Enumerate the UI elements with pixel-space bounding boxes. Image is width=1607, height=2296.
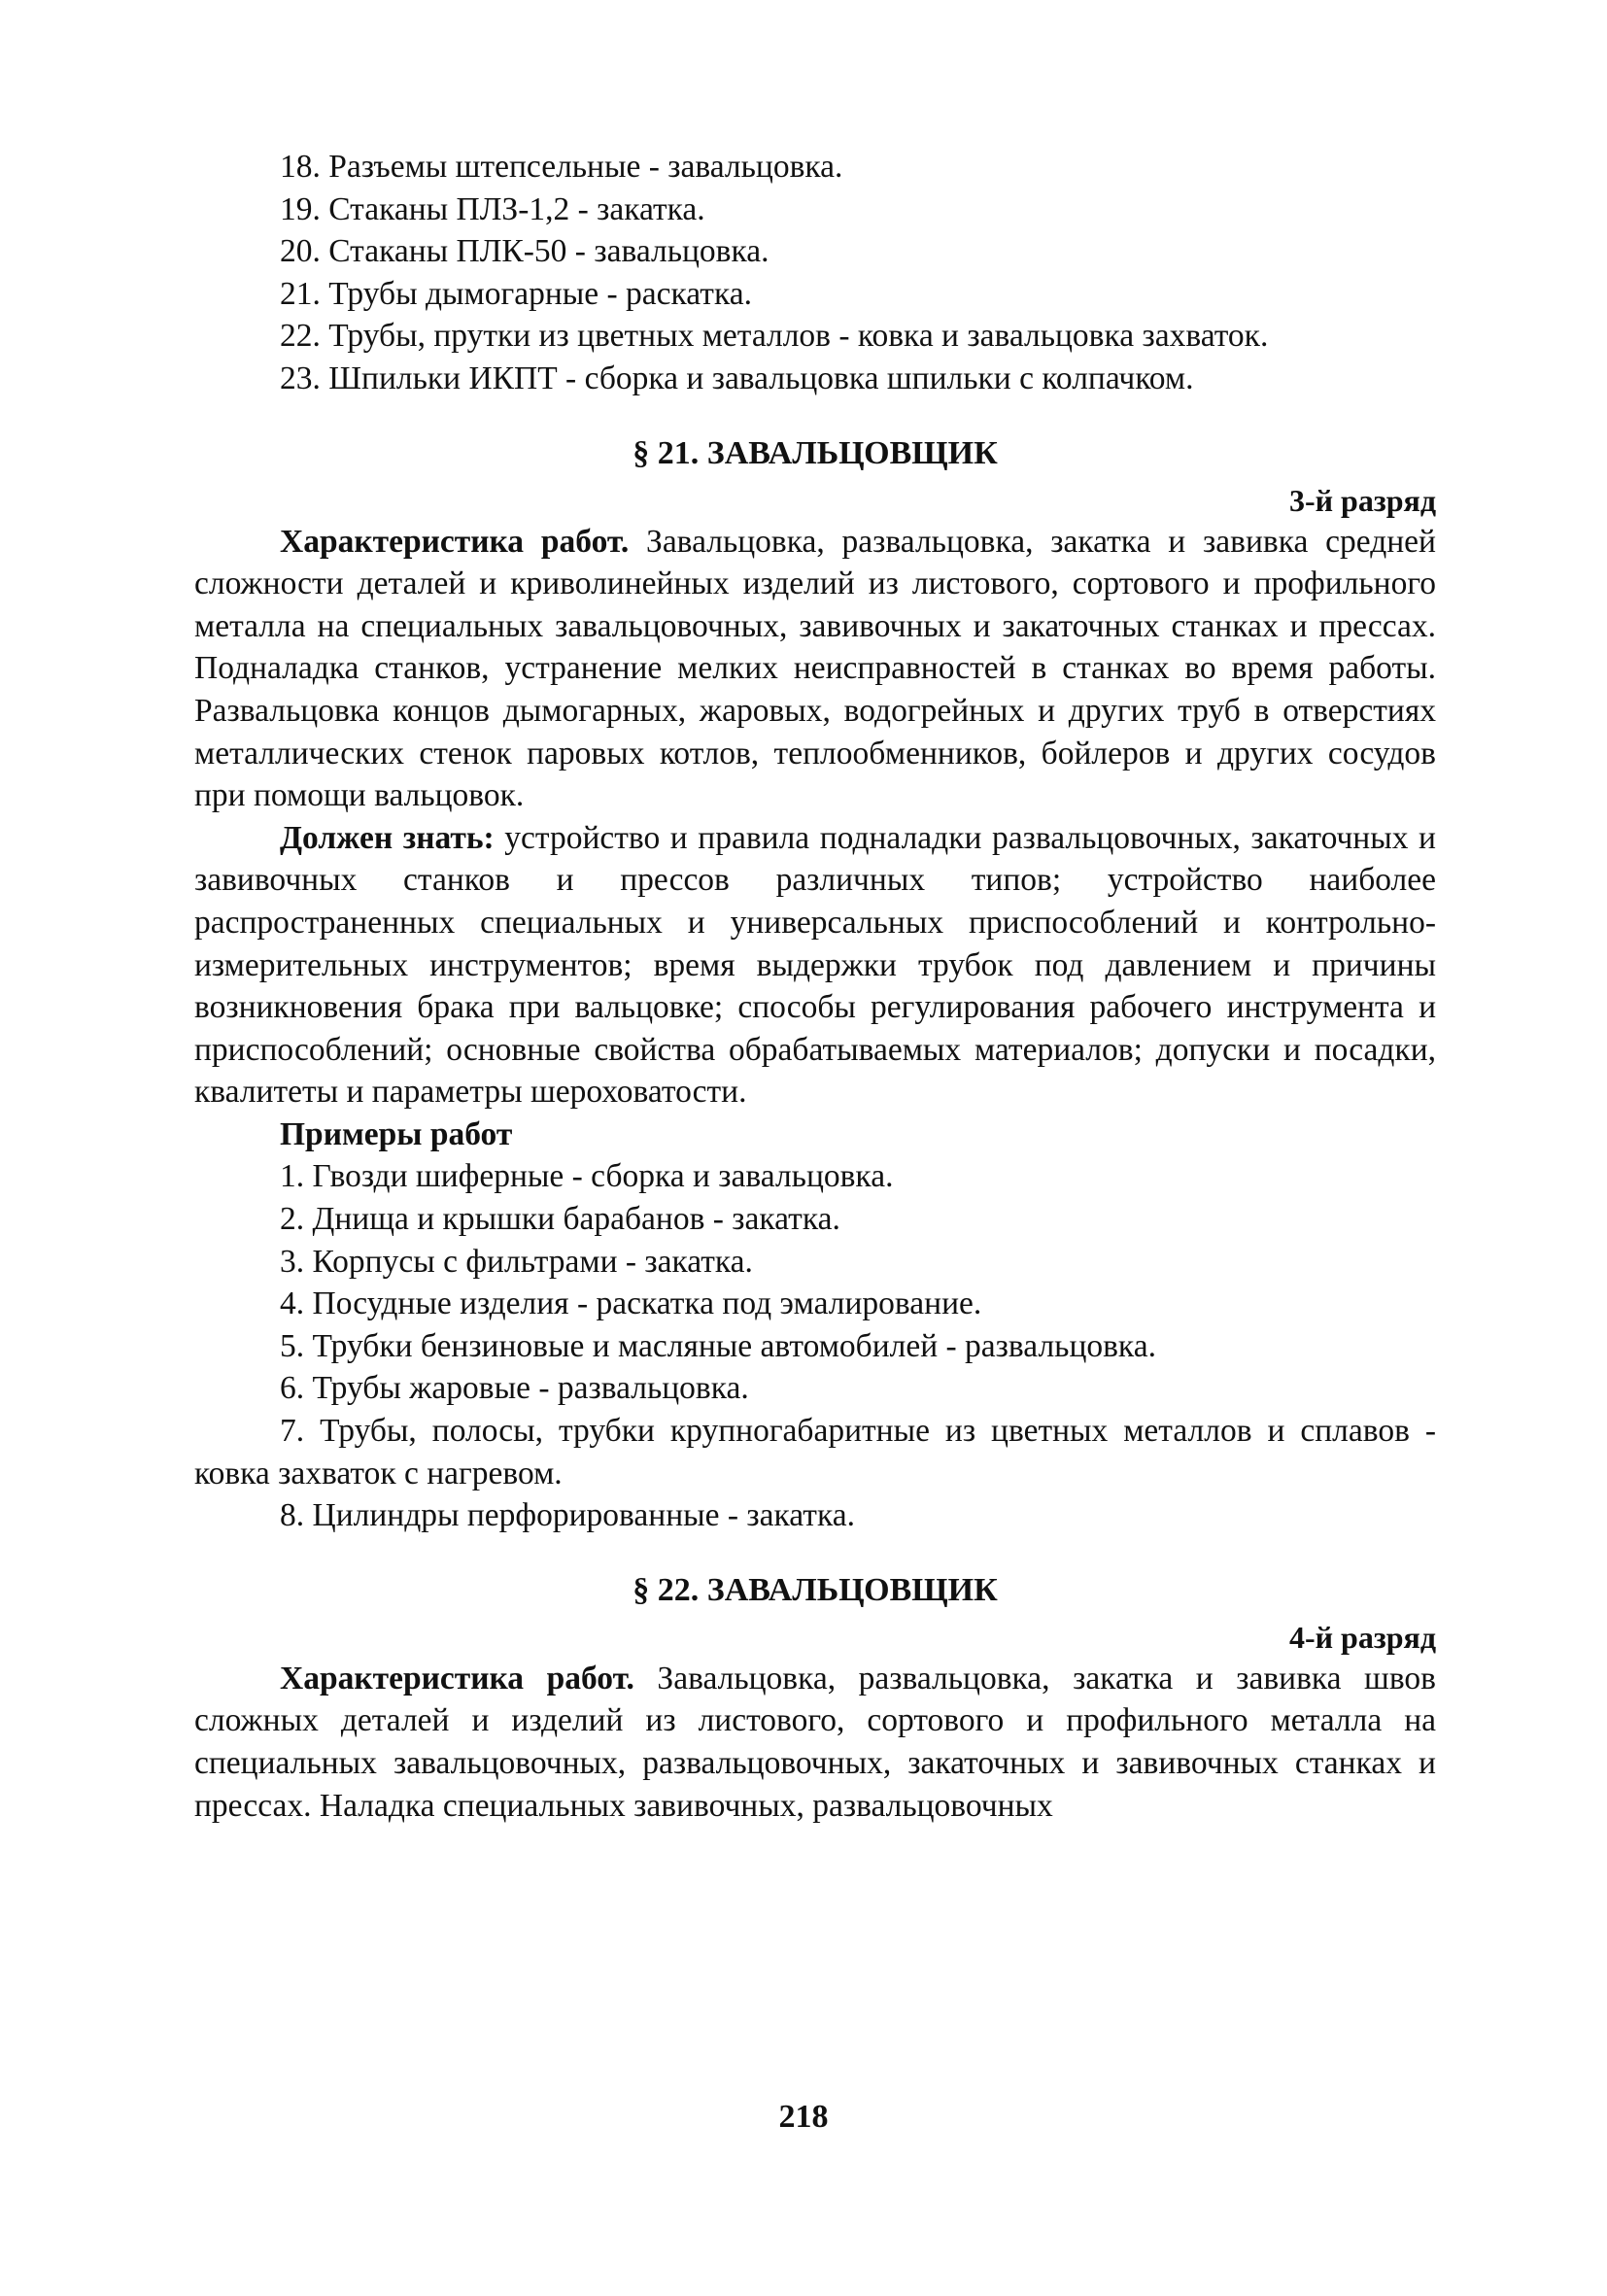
example-item: 1. Гвозди шиферные - сборка и завальцовка. [280, 1158, 894, 1195]
section-21-title: § 21. ЗАВАЛЬЦОВЩИК [633, 434, 998, 471]
example-item: 7. Трубы, полосы, трубки крупногабаритные из цветных металлов и сплавов - ковка захваток с нагревом. [194, 1413, 1436, 1491]
example-item: 3. Корпусы с фильтрами - закатка. [280, 1243, 753, 1280]
example-item: 5. Трубки бензиновые и масляные автомобилей - развальцовка. [280, 1327, 1156, 1364]
characteristics-text: Завальцовка, развальцовка, закатка и завивка средней сложности деталей и криволинейных изделий из листового, сортового и профильного металла на специальных завальцовочных, завивочных и закаточных станках и прессах. Подналадка станков, устранение мелких неисправностей в станках во время работы. Развальцовка концов дымогарных, жаровых, водогрейных и других труб в отверстиях металлических стенок паровых котлов, теплообменников, бойлеров и других сосудов при помощи вальцовок. [194, 523, 1436, 814]
examples-title: Примеры работ [280, 1115, 513, 1152]
section-22-title: § 22. ЗАВАЛЬЦОВЩИК [633, 1571, 998, 1608]
example-item: 8. Цилиндры перфорированные - закатка. [280, 1497, 855, 1534]
list-item: 18. Разъемы штепсельные - завальцовка. [280, 149, 843, 185]
characteristics-text: Завальцовка, развальцовка, закатка и завивка швов сложных деталей и изделий из листового, сортового и профильного металла на специальных завальцовочных, развальцовочных, закаточных и завивочных станках и прессах. Наладка специальных завивочных, развальцовочных [194, 1660, 1437, 1824]
section-21-must-know [194, 817, 1436, 1114]
list-item: 19. Стаканы ПЛЗ-1,2 - закатка. [280, 190, 705, 227]
list-item: 23. Шпильки ИКПТ - сборка и завальцовка шпильки с колпачком. [280, 360, 1194, 396]
page-number: 218 [778, 2099, 829, 2135]
example-item: 4. Посудные изделия - раскатка под эмалирование. [280, 1285, 982, 1322]
text-column [194, 146, 1436, 1827]
section-22-grade: 4-й разряд [1288, 1619, 1436, 1655]
must-know-text: устройство и правила подналадки развальцовочных, закаточных и завивочных станков и прессов различных типов; устройство наиболее распространенных специальных и универсальных приспособлений и контрольно-измерительных инструментов; время выдержки трубок под давлением и причины возникновения брака при вальцовке; способы регулирования рабочего инструмента и приспособлений; основные свойства обрабатываемых материалов; допуски и посадки, квалитеты и параметры шероховатости. [194, 819, 1436, 1111]
must-know-label: Должен знать: [280, 819, 495, 856]
characteristics-label: Характеристика работ. [280, 1660, 634, 1696]
example-item: 2. Днища и крышки барабанов - закатка. [280, 1201, 840, 1238]
characteristics-label: Характеристика работ. [280, 523, 630, 560]
section-21-grade: 3-й разряд [1288, 482, 1436, 518]
section-21-characteristics [194, 521, 1436, 817]
list-item: 21. Трубы дымогарные - раскатка. [280, 275, 752, 312]
list-item: 20. Стаканы ПЛК-50 - завальцовка. [280, 233, 769, 270]
list-item: 22. Трубы, прутки из цветных металлов - ковка и завальцовка захваток. [280, 318, 1269, 355]
section-22-characteristics [194, 1658, 1436, 1827]
example-item: 6. Трубы жаровые - развальцовка. [280, 1370, 749, 1407]
